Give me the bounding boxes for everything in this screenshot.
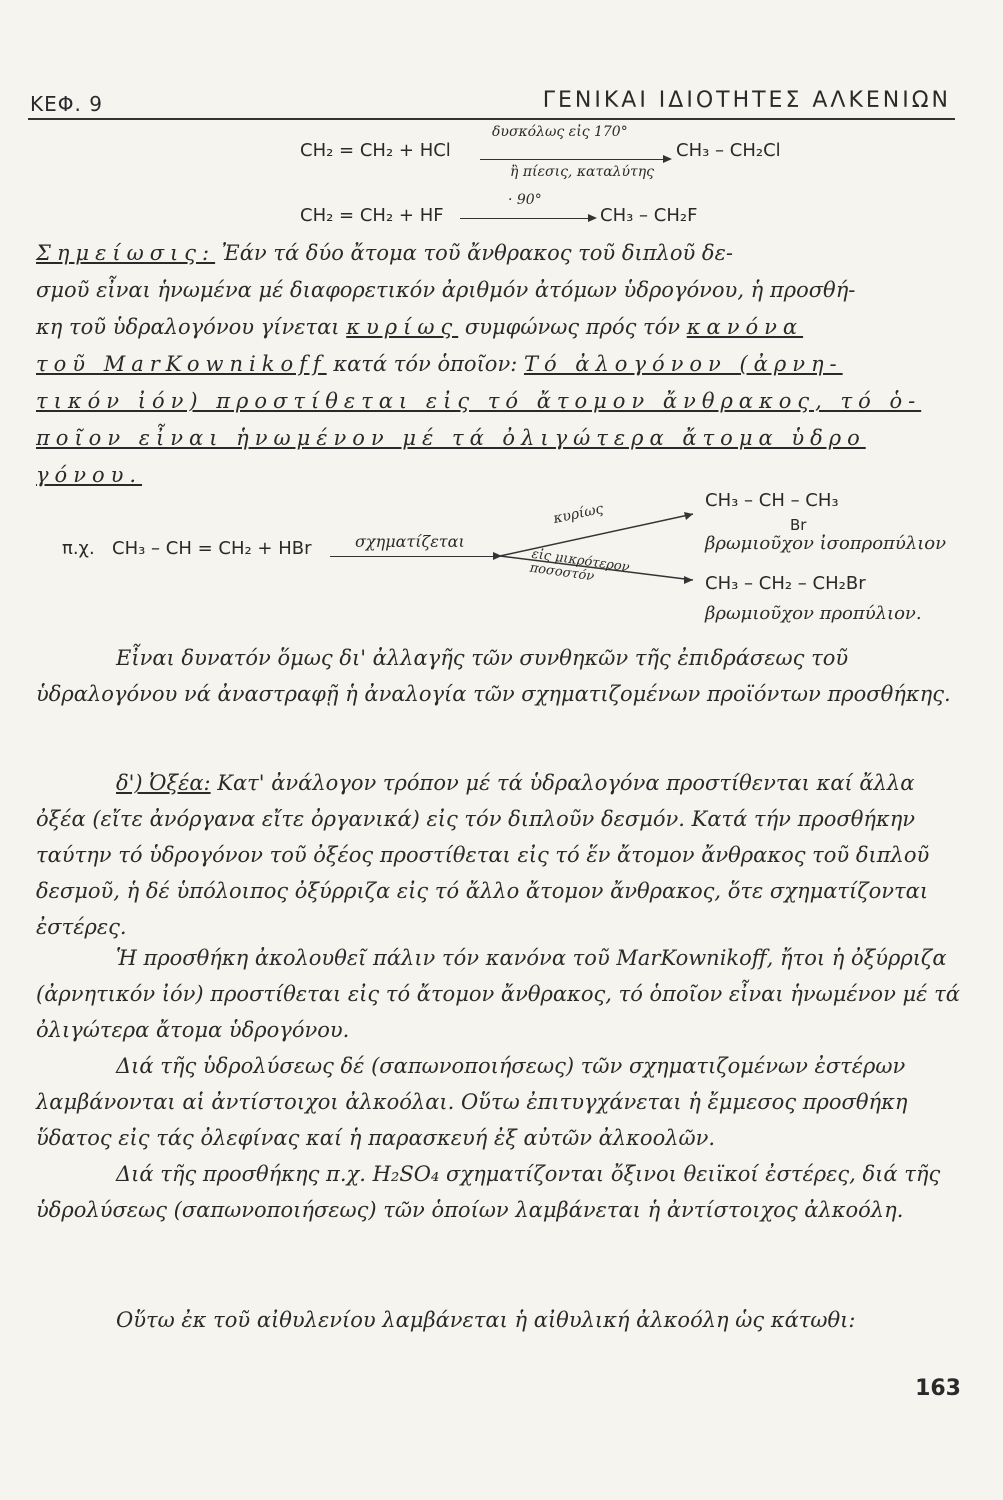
reaction1-arrow <box>480 159 670 160</box>
reaction1-reactants: CH₂ = CH₂ + HCl <box>300 140 451 161</box>
note-text-3c: συμφώνως πρός τόν <box>464 315 681 339</box>
upper-product-name: βρωμιοῦχον ἰσοπροπύλιον <box>705 533 947 554</box>
paragraph-2-label: δ') Ὀξέα: <box>116 771 211 795</box>
note-line-7: γόνου. <box>36 463 143 487</box>
header-rule <box>28 118 955 120</box>
branch-upper-head <box>684 512 693 520</box>
note-line-4 <box>36 346 966 383</box>
upper-product-substituent: Br <box>790 516 807 534</box>
paragraph-1 <box>36 640 966 712</box>
paragraph-3-text: Ἡ προσθήκη ἀκολουθεῖ πάλιν τόν κανόνα τοῦ MarKownikoff, ἤτοι ἡ ὀξύρριζα (ἀρνητικόν ἰόν) προστίθεται εἰς τό ἄτομον ἄνθρακος, τό ὁποῖον εἶναι ἡνωμένον μέ τά ὀλιγώτερα ἄτομα ὑδρογόνου. <box>36 946 960 1042</box>
paragraph-6-text: Οὕτω ἐκ τοῦ αἰθυλενίου λαμβάνεται ἡ αἰθυλική ἀλκοόλη ὡς κάτωθι: <box>116 1308 856 1332</box>
chapter-label: ΚΕΦ. 9 <box>30 92 103 116</box>
reaction2-condition-above: · 90° <box>508 192 542 208</box>
paragraph-5 <box>36 1156 966 1228</box>
note-line-6: ποῖον εἶναι ἡνωμένον μέ τά ὀλιγώτερα ἄτομα ὑδρο <box>36 426 866 450</box>
note-text-4b: κατά τόν ὁποῖον: <box>333 352 518 376</box>
note-rule-name: τοῦ MarKownikoff <box>36 352 327 376</box>
branch-lower-head <box>684 576 693 584</box>
note-label: Σημείωσις: <box>36 241 216 265</box>
paragraph-2-text: Κατ' ἀνάλογον τρόπον μέ τά ὑδραλογόνα προστίθενται καί ἄλλα ὀξέα (εἴτε ἀνόργανα εἴτε ὀργανικά) εἰς τόν διπλοῦν δεσμόν. Κατά τήν προσθήκην ταύτην τό ὑδρογόνον τοῦ ὀξέος προστίθεται εἰς τό ἕν ἄτομον ἄνθρακος τοῦ διπλοῦ δεσμοῦ, ἡ δέ ὑπόλοιπος ὀξύρριζα εἰς τό ἄλλο ἄτομον ἄνθρακος, ὅτε σχηματίζονται ἐστέρες. <box>36 771 930 939</box>
paragraph-1-text: Εἶναι δυνατόν ὅμως δι' ἀλλαγῆς τῶν συνθηκῶν τῆς ἐπιδράσεως τοῦ ὑδραλογόνου νά ἀναστραφῇ ἡ ἀναλογία τῶν σχηματιζομένων προϊόντων προσθήκης. <box>36 646 951 706</box>
paragraph-3 <box>36 940 966 1048</box>
paragraph-4-text: Διά τῆς ὑδρολύσεως δέ (σαπωνοποιήσεως) τῶν σχηματιζομένων ἐστέρων λαμβάνονται αἱ ἀντίστοιχοι ἀλκοόλαι. Οὕτω ἐπιτυγχάνεται ἡ ἔμμεσος προσθήκη ὕδατος εἰς τάς ὀλεφίνας καί ἡ παρασκευή ἐξ αὐτῶν ἀλκοολῶν. <box>36 1054 908 1150</box>
reaction1-condition-below: ἢ πίεσις, καταλύτης <box>510 164 655 180</box>
example-main-line <box>330 556 500 557</box>
branch-upper-line <box>500 514 693 556</box>
note-emph-rule: κανόνα <box>686 315 804 339</box>
paragraph-6 <box>36 1302 966 1338</box>
reaction1-condition-above: δυσκόλως εἰς 170° <box>492 124 628 140</box>
reaction2-reactants: CH₂ = CH₂ + HF <box>300 205 444 226</box>
note-line-1 <box>36 235 966 272</box>
paragraph-5-text: Διά τῆς προσθήκης π.χ. H₂SO₄ σχηματίζονται ὄξινοι θειϊκοί ἐστέρες, διά τῆς ὑδρολύσεως (σαπωνοποιήσεως) τῶν ὁποίων λαμβάνεται ἡ ἀντίστοιχος ἀλκοόλη. <box>36 1162 941 1222</box>
page-header-title: ΓΕΝΙΚΑΙ ΙΔΙΟΤΗΤΕΣ ΑΛΚΕΝΙΩΝ <box>542 88 951 113</box>
reaction1-product: CH₃ – CH₂Cl <box>676 140 781 161</box>
page-number: 163 <box>915 1376 961 1401</box>
note-emph-mainly: κυρίως <box>346 315 459 339</box>
reaction2-product: CH₃ – CH₂F <box>600 205 698 226</box>
branch-lower-label: εἰς μικρότερον ποσοστόν <box>528 546 631 585</box>
lower-product: CH₃ – CH₂ – CH₂Br <box>705 573 866 594</box>
note-line-3 <box>36 309 966 346</box>
paragraph-4 <box>36 1048 966 1156</box>
reaction2-arrow <box>460 218 595 219</box>
example-verb: σχηματίζεται <box>355 532 465 551</box>
note-text-1: Ἐάν τά δύο ἄτομα τοῦ ἄνθρακος τοῦ διπλοῦ δε- <box>221 241 733 265</box>
example-reactants: CH₃ – CH = CH₂ + HBr <box>112 538 312 559</box>
note-line-5: τικόν ἰόν) προστίθεται εἰς τό ἄτομον ἄνθρακος, τό ὁ- <box>36 389 922 413</box>
note-line-2: σμοῦ εἶναι ἡνωμένα μέ διαφορετικόν ἀριθμόν ἀτόμων ὑδρογόνου, ἡ προσθή- <box>36 278 856 302</box>
example-prefix: π.χ. <box>62 538 95 559</box>
paragraph-2 <box>36 765 966 945</box>
note-text-3a: κη τοῦ ὑδραλογόνου γίνεται <box>36 315 340 339</box>
note-rule-start: Τό ἀλογόνον (ἀρνη- <box>523 352 843 376</box>
branch-upper-label: κυρίως <box>551 500 605 528</box>
lower-product-name: βρωμιοῦχον προπύλιον. <box>705 603 922 624</box>
upper-product: CH₃ – CH – CH₃ <box>705 490 839 511</box>
note-block <box>36 235 966 494</box>
